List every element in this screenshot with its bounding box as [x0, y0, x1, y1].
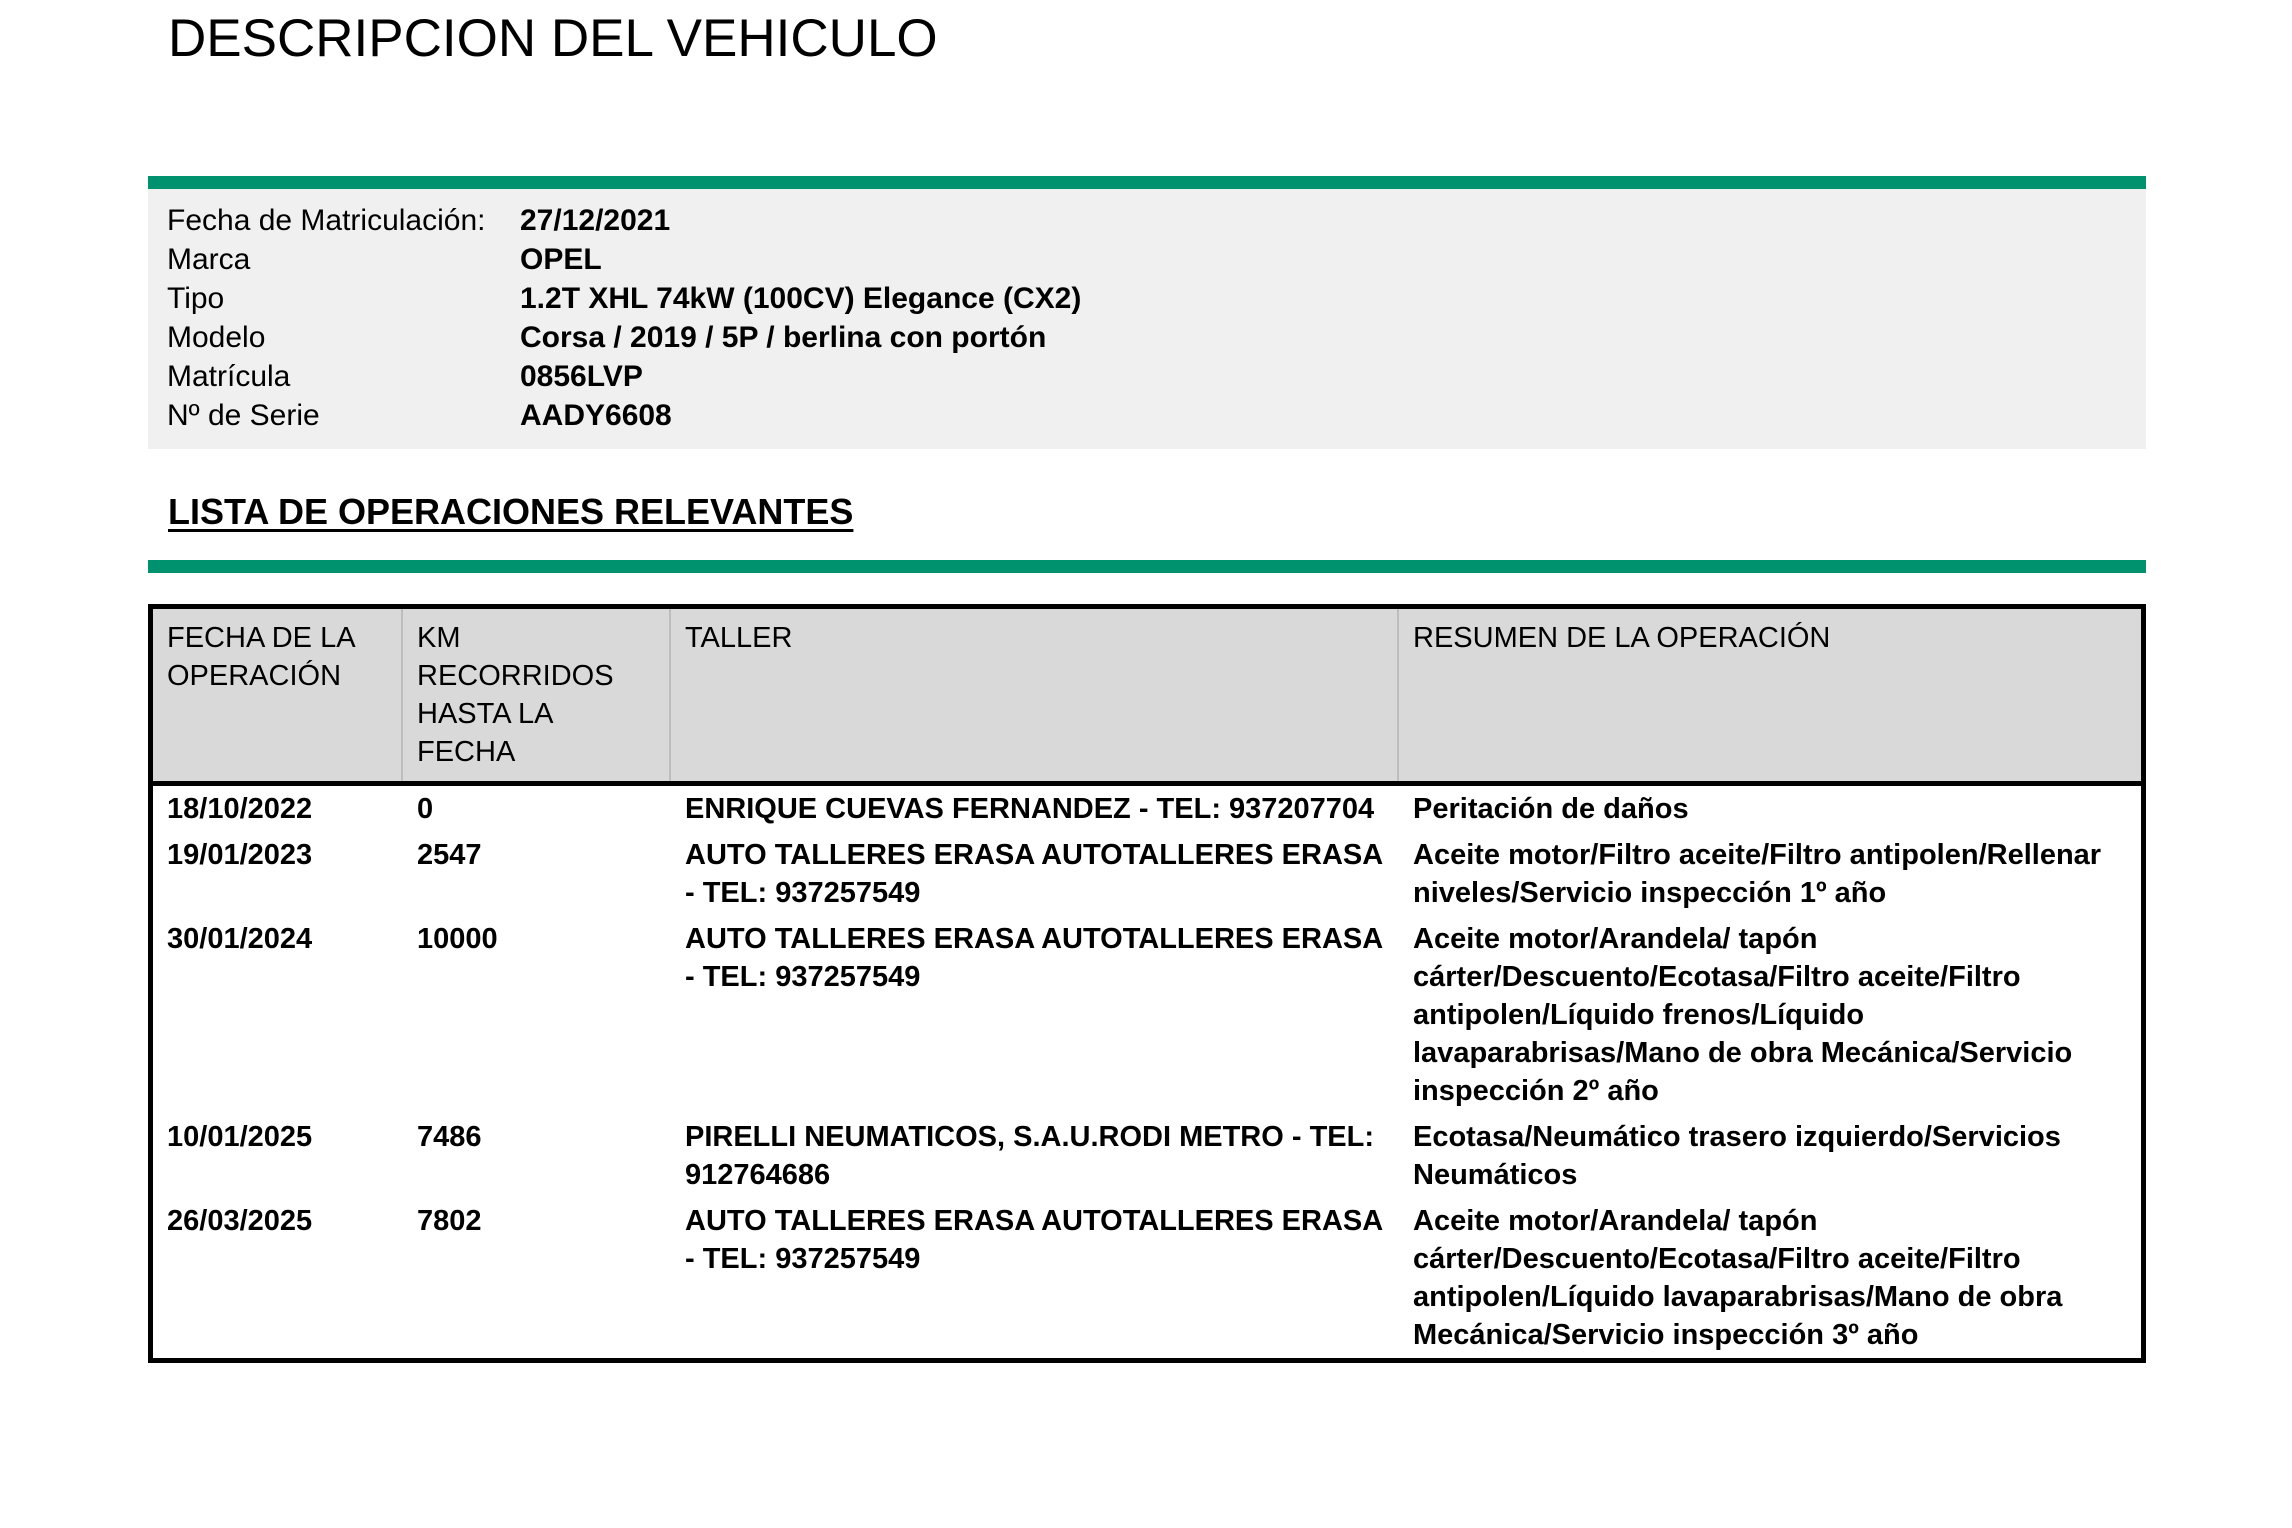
vehicle-info-row — [148, 201, 2146, 240]
cell-km: 7802 — [417, 1205, 482, 1237]
table-row — [153, 832, 2141, 916]
vehicle-info-value: 1.2T XHL 74kW (100CV) Elegance (CX2) — [520, 282, 1082, 315]
table-row — [153, 1198, 2141, 1358]
table-row — [153, 916, 2141, 1114]
operations-table — [148, 604, 2146, 1363]
vehicle-info-row — [148, 396, 2146, 435]
column-header-fecha: FECHA DE LA OPERACIÓN — [167, 622, 354, 692]
cell-resumen: Ecotasa/Neumático trasero izquierdo/Servicios Neumáticos — [1413, 1121, 2061, 1191]
vehicle-info-value: AADY6608 — [520, 399, 672, 432]
cell-fecha: 10/01/2025 — [167, 1121, 313, 1153]
cell-taller: AUTO TALLERES ERASA AUTOTALLERES ERASA - TEL: 937257549 — [685, 839, 1384, 909]
cell-resumen: Aceite motor/Filtro aceite/Filtro antipolen/Rellenar niveles/Servicio inspección 1º año — [1413, 839, 2102, 909]
cell-km: 10000 — [417, 923, 498, 955]
vehicle-info-label: Tipo — [167, 282, 225, 315]
green-accent-bar-operations — [148, 560, 2146, 573]
vehicle-info-label: Nº de Serie — [167, 399, 320, 432]
vehicle-info-label: Matrícula — [167, 360, 291, 393]
green-accent-bar-top — [148, 176, 2146, 189]
cell-fecha: 30/01/2024 — [167, 923, 313, 955]
column-header-km: KM RECORRIDOS HASTA LA FECHA — [401, 609, 669, 781]
vehicle-info-row — [148, 240, 2146, 279]
vehicle-info-label: Marca — [167, 243, 251, 276]
vehicle-info-block — [148, 176, 2146, 449]
vehicle-info-label: Modelo — [167, 321, 266, 354]
table-header-row — [153, 609, 2141, 786]
cell-taller: AUTO TALLERES ERASA AUTOTALLERES ERASA - TEL: 937257549 — [685, 923, 1384, 993]
table-row — [153, 786, 2141, 832]
cell-fecha: 18/10/2022 — [167, 793, 313, 825]
cell-km: 7486 — [417, 1121, 482, 1153]
cell-resumen: Peritación de daños — [1413, 793, 1689, 825]
cell-fecha: 19/01/2023 — [167, 839, 313, 871]
vehicle-info-row — [148, 318, 2146, 357]
vehicle-info-value: OPEL — [520, 243, 602, 276]
cell-km: 0 — [417, 793, 434, 825]
vehicle-info-value: 0856LVP — [520, 360, 643, 393]
vehicle-info-row — [148, 279, 2146, 318]
vehicle-info-list — [148, 189, 2146, 449]
section-heading-operations: LISTA DE OPERACIONES RELEVANTES — [168, 491, 854, 532]
cell-taller: AUTO TALLERES ERASA AUTOTALLERES ERASA - TEL: 937257549 — [685, 1205, 1384, 1275]
cell-resumen: Aceite motor/Arandela/ tapón cárter/Descuento/Ecotasa/Filtro aceite/Filtro antipolen/Líquido lavaparabrisas/Mano de obra Mecánica/Servicio inspección 3º año — [1413, 1205, 2063, 1351]
table-body — [153, 786, 2141, 1358]
vehicle-info-row — [148, 357, 2146, 396]
cell-km: 2547 — [417, 839, 482, 871]
column-header-taller: TALLER — [669, 609, 1397, 781]
column-header-resumen: RESUMEN DE LA OPERACIÓN — [1397, 609, 2141, 781]
cell-fecha: 26/03/2025 — [167, 1205, 313, 1237]
table-row — [153, 1114, 2141, 1198]
cell-taller: PIRELLI NEUMATICOS, S.A.U.RODI METRO - TEL: 912764686 — [685, 1121, 1375, 1191]
page-title: DESCRIPCION DEL VEHICULO — [168, 9, 938, 68]
vehicle-info-value: Corsa / 2019 / 5P / berlina con portón — [520, 321, 1047, 354]
vehicle-info-label: Fecha de Matriculación: — [167, 204, 486, 237]
cell-taller: ENRIQUE CUEVAS FERNANDEZ - TEL: 937207704 — [685, 793, 1375, 825]
cell-resumen: Aceite motor/Arandela/ tapón cárter/Descuento/Ecotasa/Filtro aceite/Filtro antipolen/Líquido frenos/Líquido lavaparabrisas/Mano de obra Mecánica/Servicio inspección 2º año — [1413, 923, 2073, 1107]
vehicle-info-value: 27/12/2021 — [520, 204, 671, 237]
